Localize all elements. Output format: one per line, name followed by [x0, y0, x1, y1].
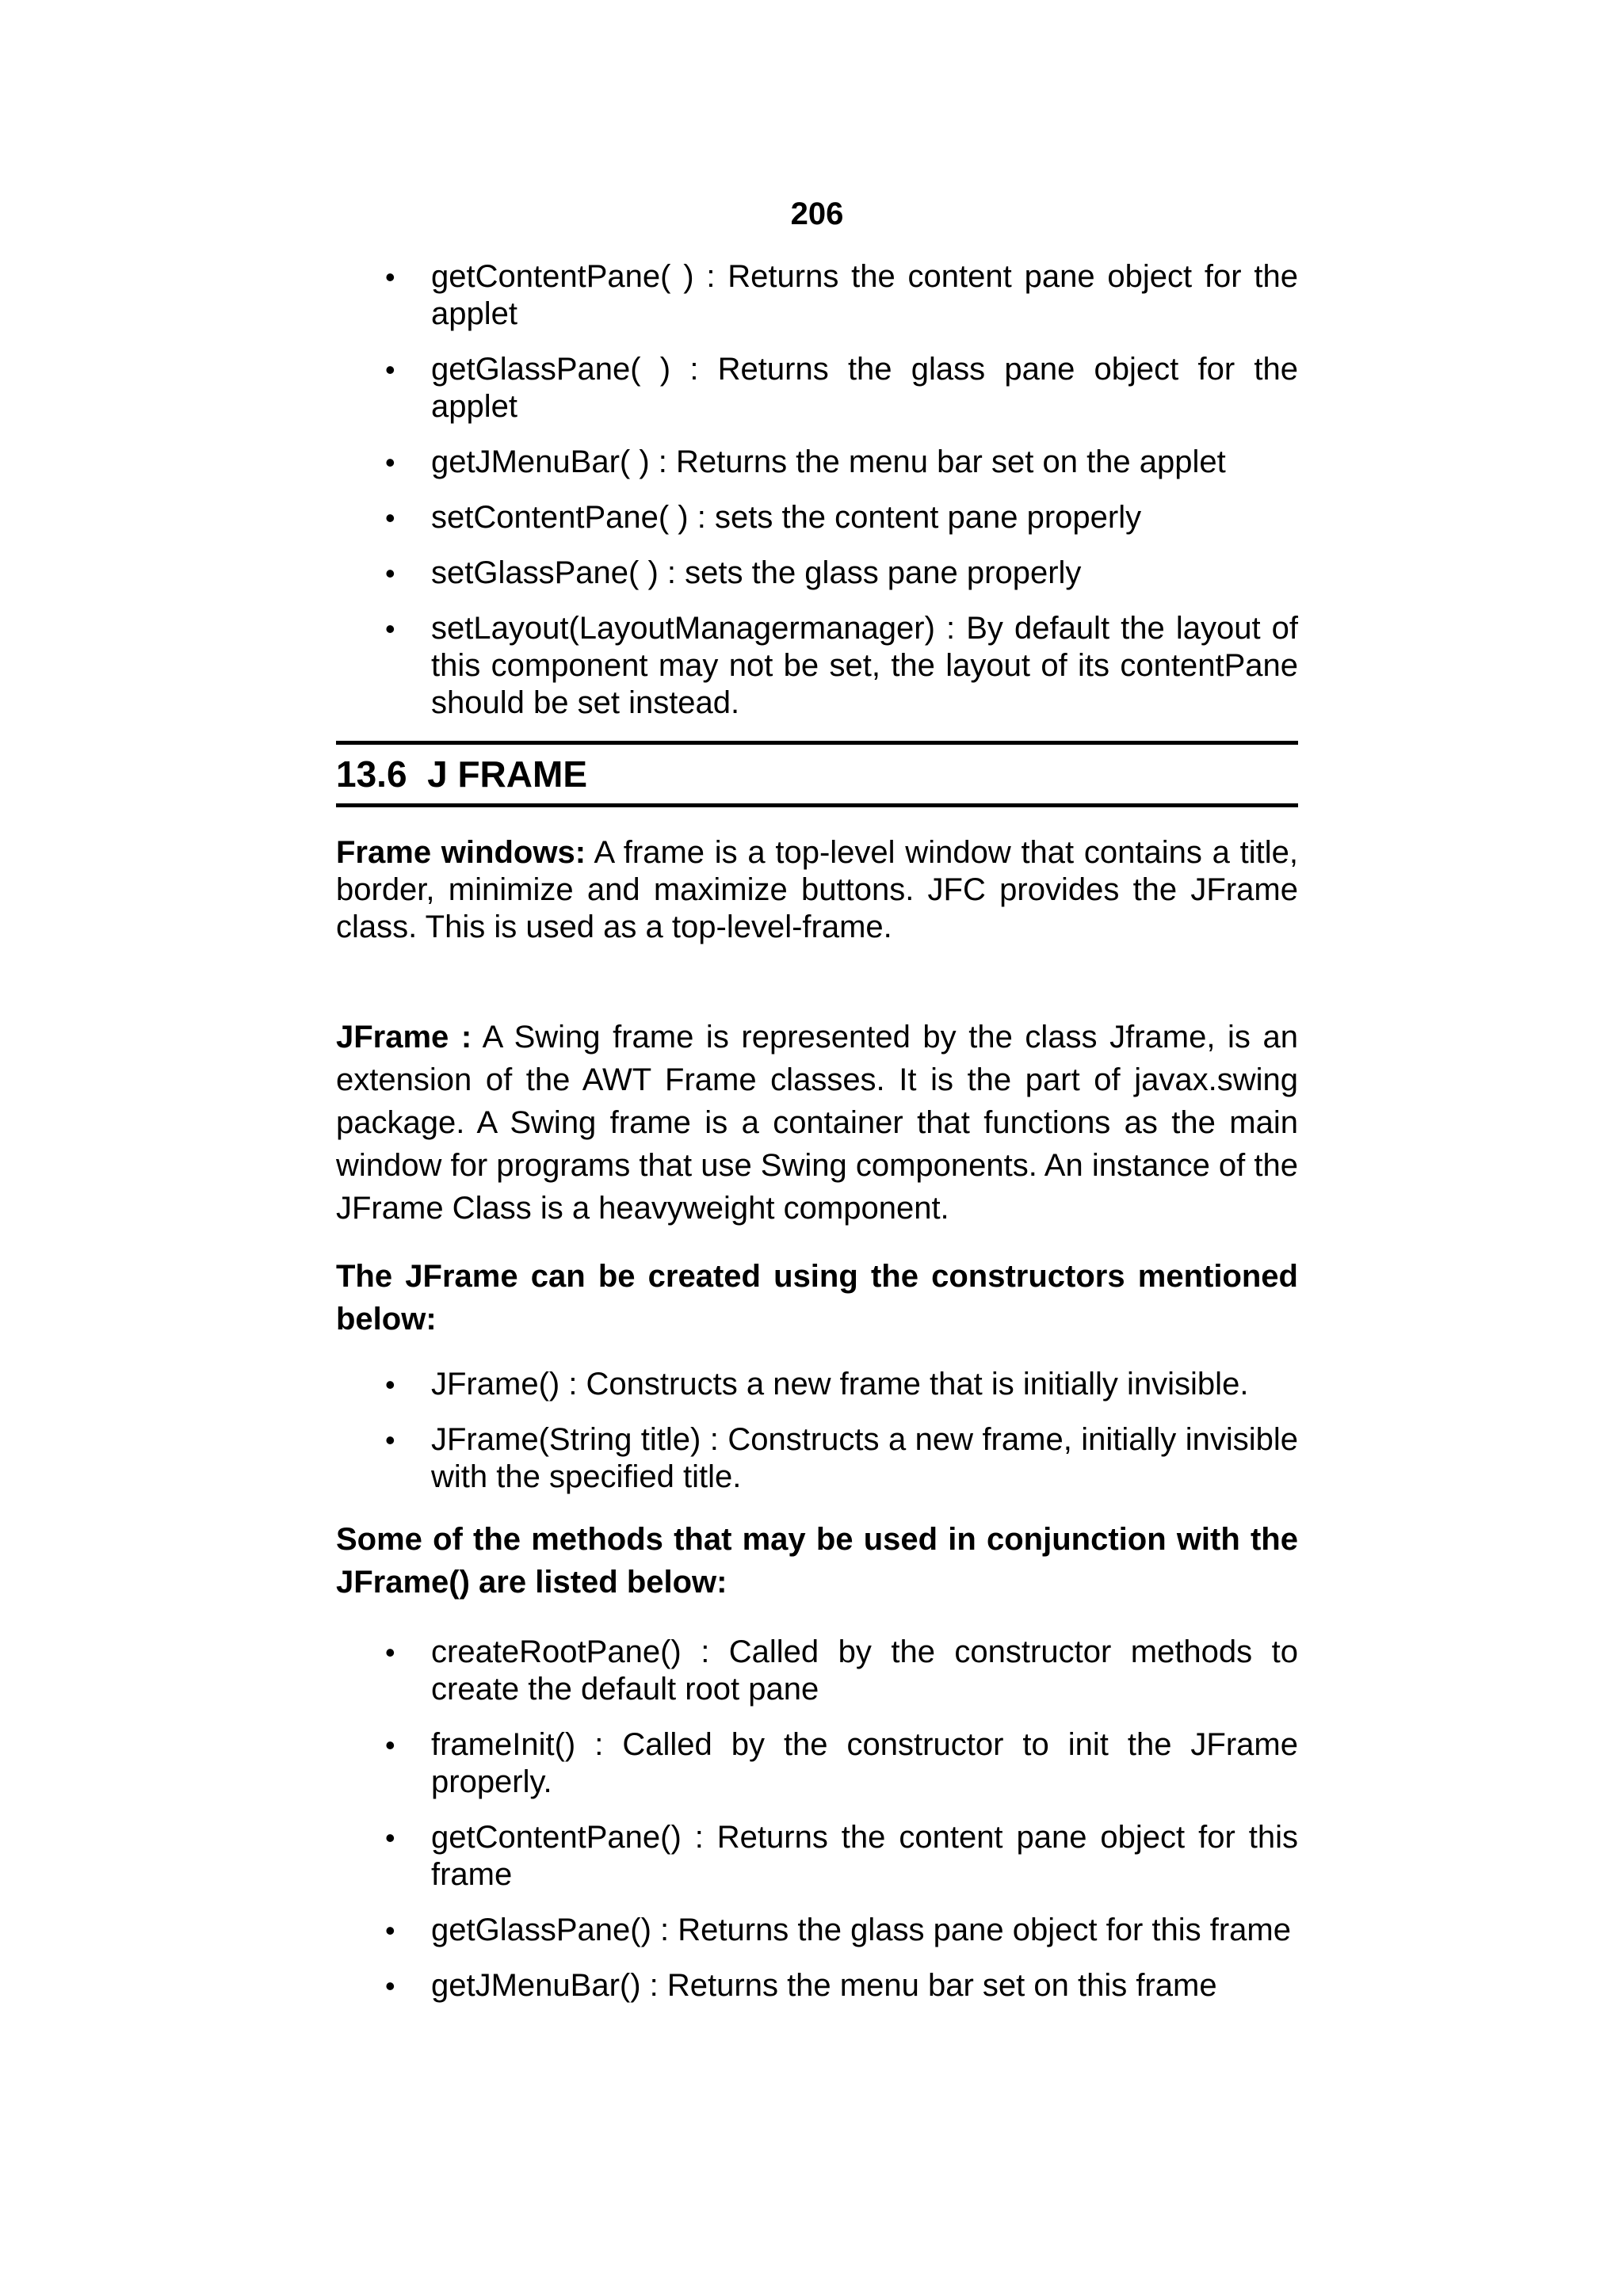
list-item [336, 555, 1298, 592]
list-item [336, 499, 1298, 536]
list-item-text: createRootPane() : Called by the constructor methods to create the default root pane [431, 1634, 1298, 1707]
list-item [336, 1421, 1298, 1496]
frame-windows-paragraph [336, 834, 1298, 946]
jframe-intro-lead: JFrame : [336, 1020, 472, 1055]
jframe-intro-paragraph [336, 1016, 1298, 1230]
list-item [336, 1819, 1298, 1894]
list-item [336, 610, 1298, 722]
list-item-text: getGlassPane() : Returns the glass pane object for this frame [431, 1913, 1291, 1947]
page-content [336, 258, 1298, 2023]
bullet-icon: • [385, 612, 395, 645]
list-item-text: JFrame() : Constructs a new frame that is initially invisible. [431, 1367, 1249, 1402]
bullet-icon: • [385, 557, 395, 589]
list-item-text: getContentPane() : Returns the content pane object for this frame [431, 1820, 1298, 1892]
section-number: 13.6 [336, 753, 407, 795]
list-item [336, 1634, 1298, 1708]
list-item [336, 1366, 1298, 1403]
bullet-icon: • [385, 1424, 395, 1456]
list-item [336, 351, 1298, 425]
section-heading [336, 741, 1298, 807]
constructors-heading: The JFrame can be created using the constructors mentioned below: [336, 1259, 1298, 1337]
page-number: 206 [790, 196, 844, 231]
list-item [336, 1912, 1298, 1949]
list-item-text: getJMenuBar( ) : Returns the menu bar set on the applet [431, 444, 1226, 479]
methods-heading: Some of the methods that may be used in conjunction with the JFrame() are listed below: [336, 1522, 1298, 1600]
bullet-icon: • [385, 446, 395, 479]
frame-windows-text: A frame is a top-level window that contains a title, border, minimize and maximize buttons. JFC provides the JFrame class. This is used as a top-level-frame. [336, 835, 1298, 944]
bullet-icon: • [385, 502, 395, 534]
list-item [336, 1726, 1298, 1801]
bullet-icon: • [385, 1636, 395, 1669]
constructors-list [336, 1366, 1298, 1496]
jframe-intro-text: A Swing frame is represented by the class Jframe, is an extension of the AWT Frame classes. It is the part of javax.swing package. A Swing frame is a container that functions as the main window for programs that use Swing components. An instance of the JFrame Class is a heavyweight component. [336, 1020, 1299, 1226]
list-item-text: JFrame(String title) : Constructs a new frame, initially invisible with the specified title. [431, 1422, 1298, 1494]
list-item-text: setGlassPane( ) : sets the glass pane properly [431, 555, 1082, 590]
list-item-text: getContentPane( ) : Returns the content pane object for the applet [431, 259, 1298, 331]
applet-methods-list [336, 258, 1298, 722]
bullet-icon: • [385, 1368, 395, 1401]
bullet-icon: • [385, 261, 395, 293]
bullet-icon: • [385, 1729, 395, 1761]
frame-methods-list [336, 1634, 1298, 2004]
frame-windows-lead: Frame windows: [336, 835, 586, 870]
list-item [336, 444, 1298, 481]
list-item-text: getGlassPane( ) : Returns the glass pane object for the applet [431, 352, 1298, 424]
bullet-icon: • [385, 353, 395, 386]
list-item-text: setLayout(LayoutManagermanager) : By default the layout of this component may not be set, the layout of its contentPane should be set instead. [431, 611, 1298, 720]
list-item-text: frameInit() : Called by the constructor to init the JFrame properly. [431, 1727, 1298, 1799]
section-title: J FRAME [427, 753, 587, 795]
list-item-text: setContentPane( ) : sets the content pane properly [431, 500, 1142, 535]
list-item [336, 1967, 1298, 2004]
bullet-icon: • [385, 1821, 395, 1854]
list-item [336, 258, 1298, 333]
list-item-text: getJMenuBar() : Returns the menu bar set on this frame [431, 1968, 1217, 2003]
bullet-icon: • [385, 1970, 395, 2002]
bullet-icon: • [385, 1914, 395, 1947]
